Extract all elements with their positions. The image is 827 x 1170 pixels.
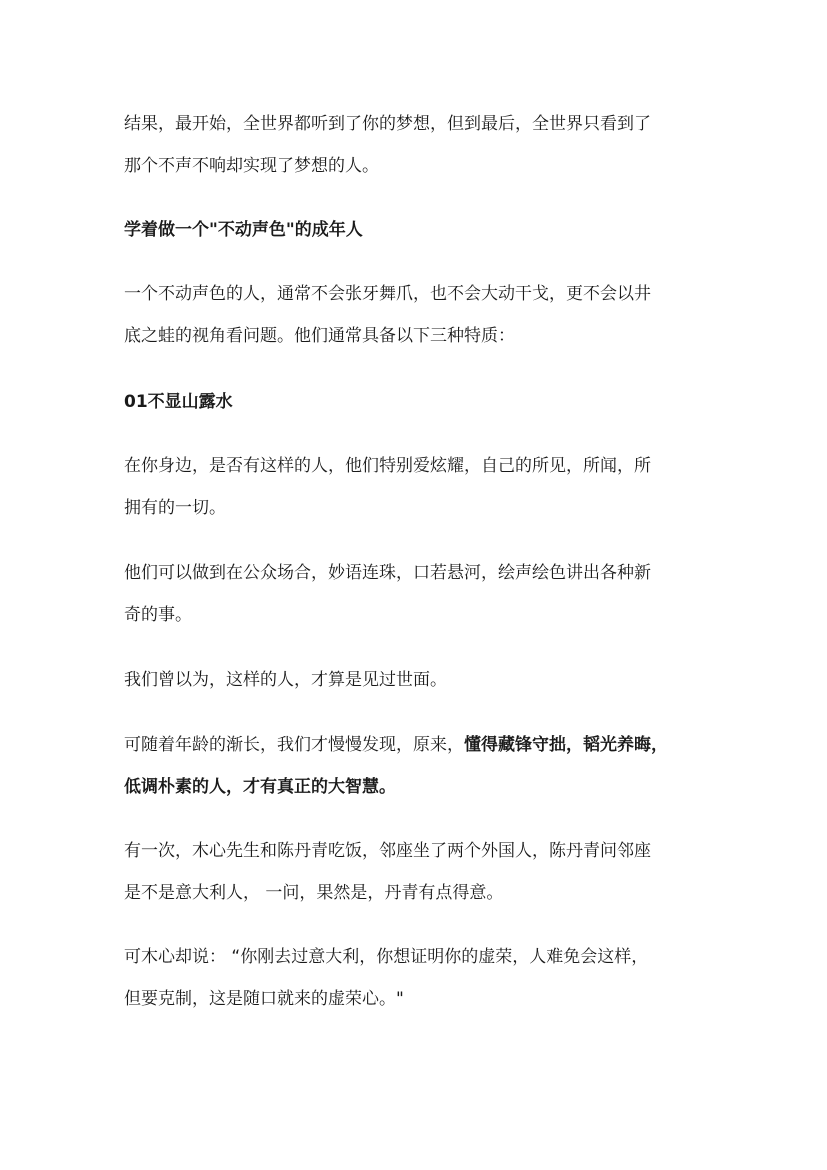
heading-text: 01不显山露水: [124, 392, 233, 412]
paragraph-line: 我们曾以为，这样的人，才算是见过世面。: [124, 670, 447, 690]
paragraph-line: 可木心却说： “你刚去过意大利，你想证明你的虚荣，人难免会这样，: [124, 947, 649, 967]
paragraph-line: [124, 724, 709, 766]
heading-text: 学着做一个"不动声色"的成年人: [124, 220, 363, 240]
paragraph-line: 在你身边，是否有这样的人，他们特别爱炫耀，自己的所见，所闻，所: [124, 456, 651, 476]
paragraph-line: 奇的事。: [124, 605, 192, 625]
paragraph-show-off: [124, 445, 709, 529]
paragraph-line: 有一次，木心先生和陈丹青吃饭，邻座坐了两个外国人，陈丹青问邻座: [124, 841, 651, 861]
paragraph-eloquent: [124, 552, 709, 636]
paragraph-line: 那个不声不响却实现了梦想的人。: [124, 156, 379, 176]
paragraph-line: 一个不动声色的人，通常不会张牙舞爪，也不会大动干戈，更不会以井: [124, 284, 651, 304]
bold-text: 低调朴素的人，才有真正的大智慧。: [124, 777, 396, 797]
paragraph-dream: [124, 103, 709, 187]
paragraph-vanity: [124, 936, 709, 1020]
paragraph-line: 底之蛙的视角看问题。他们通常具备以下三种特质：: [124, 326, 515, 346]
paragraph-line: 是不是意大利人， 一问，果然是，丹青有点得意。: [124, 883, 504, 903]
normal-text: 可随着年龄的渐长，我们才慢慢发现，原来，: [124, 735, 464, 755]
paragraph-wisdom: [124, 724, 709, 808]
subsection-heading: [124, 381, 709, 423]
bold-text: 懂得藏锋守拙，韬光养晦，: [464, 735, 668, 755]
paragraph-worldly: [124, 659, 709, 701]
paragraph-traits: [124, 273, 709, 357]
paragraph-line: 他们可以做到在公众场合，妙语连珠，口若悬河，绘声绘色讲出各种新: [124, 563, 651, 583]
section-heading: [124, 209, 709, 251]
paragraph-line: 拥有的一切。: [124, 498, 226, 518]
paragraph-line: 结果，最开始，全世界都听到了你的梦想，但到最后，全世界只看到了: [124, 114, 651, 134]
paragraph-dinner: [124, 830, 709, 914]
paragraph-line: 但要克制，这是随口就来的虚荣心。": [124, 989, 404, 1009]
